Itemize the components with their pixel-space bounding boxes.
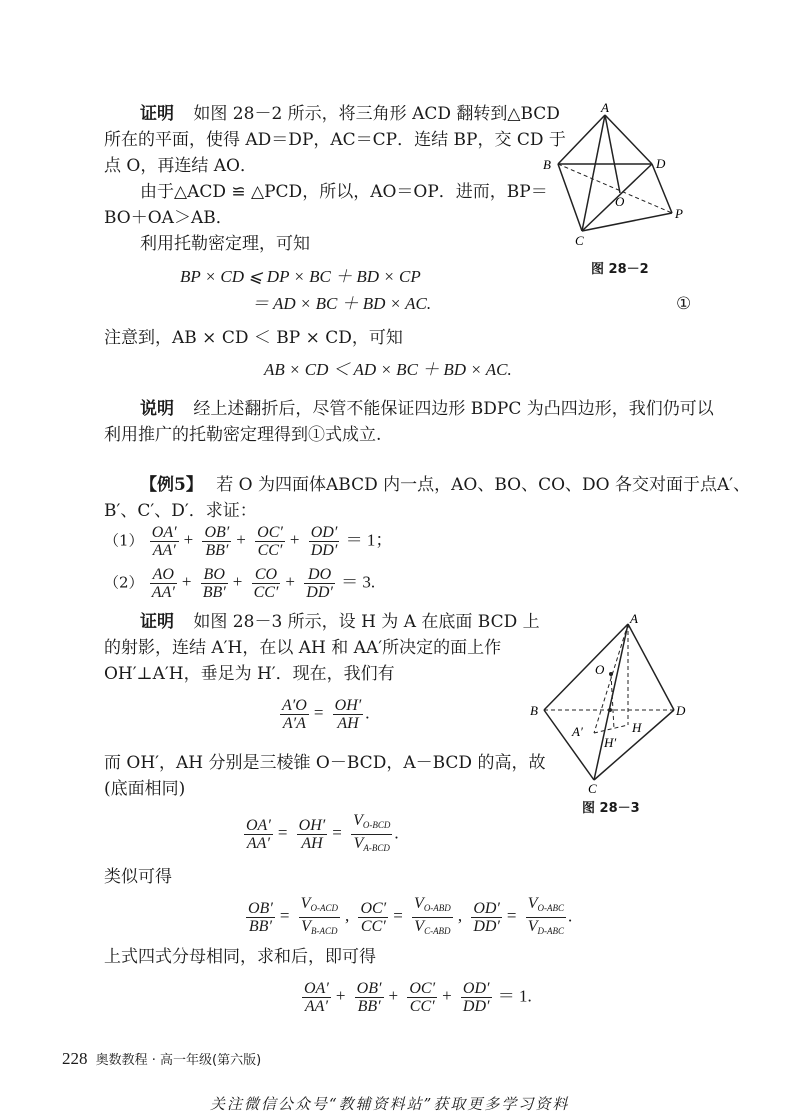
label-D: D — [656, 156, 666, 171]
edge-AD — [628, 624, 674, 710]
note-line2: 利用推广的托勒密定理得到①式成立. — [104, 425, 382, 445]
label-C: C — [575, 233, 584, 248]
proof2-line6: 类似可得 — [104, 867, 172, 887]
figure-28-3-caption: 图 28－3 — [582, 801, 640, 816]
label-O: O — [615, 194, 625, 209]
label-C: C — [588, 781, 597, 796]
point-intersection — [608, 708, 612, 712]
promo-banner: 关注微信公众号“教辅资料站”获取更多学习资料 — [210, 1095, 570, 1113]
proof2-line5: (底面相同) — [104, 779, 186, 799]
proof2-heading: 证明 — [140, 612, 174, 632]
proof1-line2: 所在的平面，使得 AD＝DP，AC＝CP．连结 BP，交 CD 于 — [104, 130, 566, 150]
proof1-line3: 点 O，再连结 AO． — [104, 156, 257, 176]
label-D: D — [676, 703, 686, 718]
edge-AO — [605, 115, 620, 193]
frac-OB'-BB': $\frac{OB'}{BB'}$ — [204, 524, 230, 559]
edge-AC — [594, 624, 628, 780]
label-A: A — [630, 612, 638, 626]
equation-1a: BP × CD ⩽ DP × BC ＋ BD × CP — [180, 267, 421, 286]
equation-marker-1: ① — [676, 294, 692, 314]
equation-sum: $\frac{OA'}{AA'}$ + $\frac{OB'}{BB'}$ + $\frac{OC'}{CC'}$ + $\frac{OD'}{DD'}$ ＝ 1. — [304, 980, 532, 1015]
figure-28-3 — [526, 612, 706, 802]
label-B: B — [543, 157, 551, 172]
example5-line1: 【例5】 若 O 为四面体ABCD 内一点，AO、BO、CO、DO 各交对面于点A′、 — [140, 475, 751, 495]
proof1-line5: BO＋OA＞AB． — [104, 208, 233, 228]
label-P: P — [675, 206, 683, 221]
edge-AD — [605, 115, 652, 164]
equation-2: AB × CD ＜ AD × BC ＋ BD × AC. — [264, 360, 512, 379]
line-A'H-dashed — [594, 725, 628, 733]
label-H: H — [632, 720, 642, 735]
edge-AB — [544, 624, 628, 710]
edge-BC — [544, 710, 594, 780]
proof1-line4: 由于△ACD ≌ △PCD，所以，AO＝OP．进而，BP＝ — [140, 182, 548, 202]
label-B: B — [530, 703, 538, 718]
proof2-line4: 而 OH′，AH 分别是三棱锥 O－BCD，A－BCD 的高，故 — [104, 753, 546, 773]
edge-CP — [582, 213, 672, 231]
proof2-line1: 证明 如图 28－3 所示，设 H 为 A 在底面 BCD 上 — [140, 612, 540, 632]
label-O: O — [595, 662, 605, 677]
label-A: A — [601, 100, 609, 115]
proof2-line2: 的射影，连结 A′H，在以 AH 和 AA′所决定的面上作 — [104, 638, 502, 658]
book-title: 奥数教程 · 高一年级(第六版) — [95, 1053, 262, 1068]
edge-BC — [558, 164, 582, 231]
edge-AB — [558, 115, 605, 164]
page-number: 228 — [62, 1049, 88, 1068]
note-heading: 说明 — [140, 399, 174, 419]
equation-ratio-1: $\frac{A'O}{A'A}$ = $\frac{OH'}{AH}$ . — [282, 697, 370, 732]
claim-2: （2） $\frac{AO}{AA'}$ + $\frac{BO}{BB'}$ + $\frac{CO}{CC'}$ + $\frac{DO}{DD'}$ ＝ 3. — [104, 566, 376, 601]
figure-28-2 — [535, 98, 695, 273]
label-H': H′ — [604, 735, 617, 750]
proof1-heading: 证明 — [140, 104, 174, 124]
equation-ratio-3: $\frac{OB'}{BB'}$ = $\frac{V_{O-ACD}}{V_{B-ACD}}$ , $\frac{OC'}{CC'}$ = $\frac{V_{O-ABD}}{V_{C-ABD}}$ , $\frac{OD'}{DD'}$ = $\frac{V_{O-ABC}}{V_{D-ABC}}$ . — [248, 895, 573, 936]
note-line1: 说明 经上述翻折后，尽管不能保证四边形 BDPC 为凸四边形，我们仍可以 — [140, 399, 714, 419]
equation-1b: ＝ AD × BC ＋ BD × AC. — [252, 294, 432, 313]
frac-OA'-AA': $\frac{OA'}{AA'}$ — [151, 524, 177, 559]
point-O — [609, 672, 613, 676]
label-A': A′ — [572, 724, 583, 739]
frac-OD'-DD': $\frac{OD'}{DD'}$ — [310, 524, 338, 559]
edge-AC — [582, 115, 605, 231]
proof2-line7: 上式四式分母相同，求和后，即可得 — [104, 947, 376, 967]
claim-1: （1） $\frac{OA'}{AA'}$ + $\frac{OB'}{BB'}$ + $\frac{OC'}{CC'}$ + $\frac{OD'}{DD'}$ ＝ 1； — [104, 524, 393, 559]
equation-ratio-2: $\frac{OA'}{AA'}$ = $\frac{OH'}{AH}$ = $\frac{V_{O-BCD}}{V_{A-BCD}}$ . — [246, 812, 399, 853]
page-footer — [62, 1049, 261, 1069]
example5-heading: 【例5】 — [140, 475, 203, 495]
frac-OC'-CC': $\frac{OC'}{CC'}$ — [257, 524, 283, 559]
proof2-line3: OH′⊥A′H，垂足为 H′．现在，我们有 — [104, 664, 395, 684]
proof1-line6: 利用托勒密定理，可知 — [140, 234, 310, 254]
proof1-line7: 注意到，AB × CD ＜ BP × CD，可知 — [104, 328, 403, 348]
proof1-line1: 证明 如图 28－2 所示，将三角形 ACD 翻转到△BCD — [140, 104, 560, 124]
figure-28-2-caption: 图 28－2 — [591, 262, 649, 277]
example5-line2: B′、C′、D′．求证： — [104, 501, 257, 521]
